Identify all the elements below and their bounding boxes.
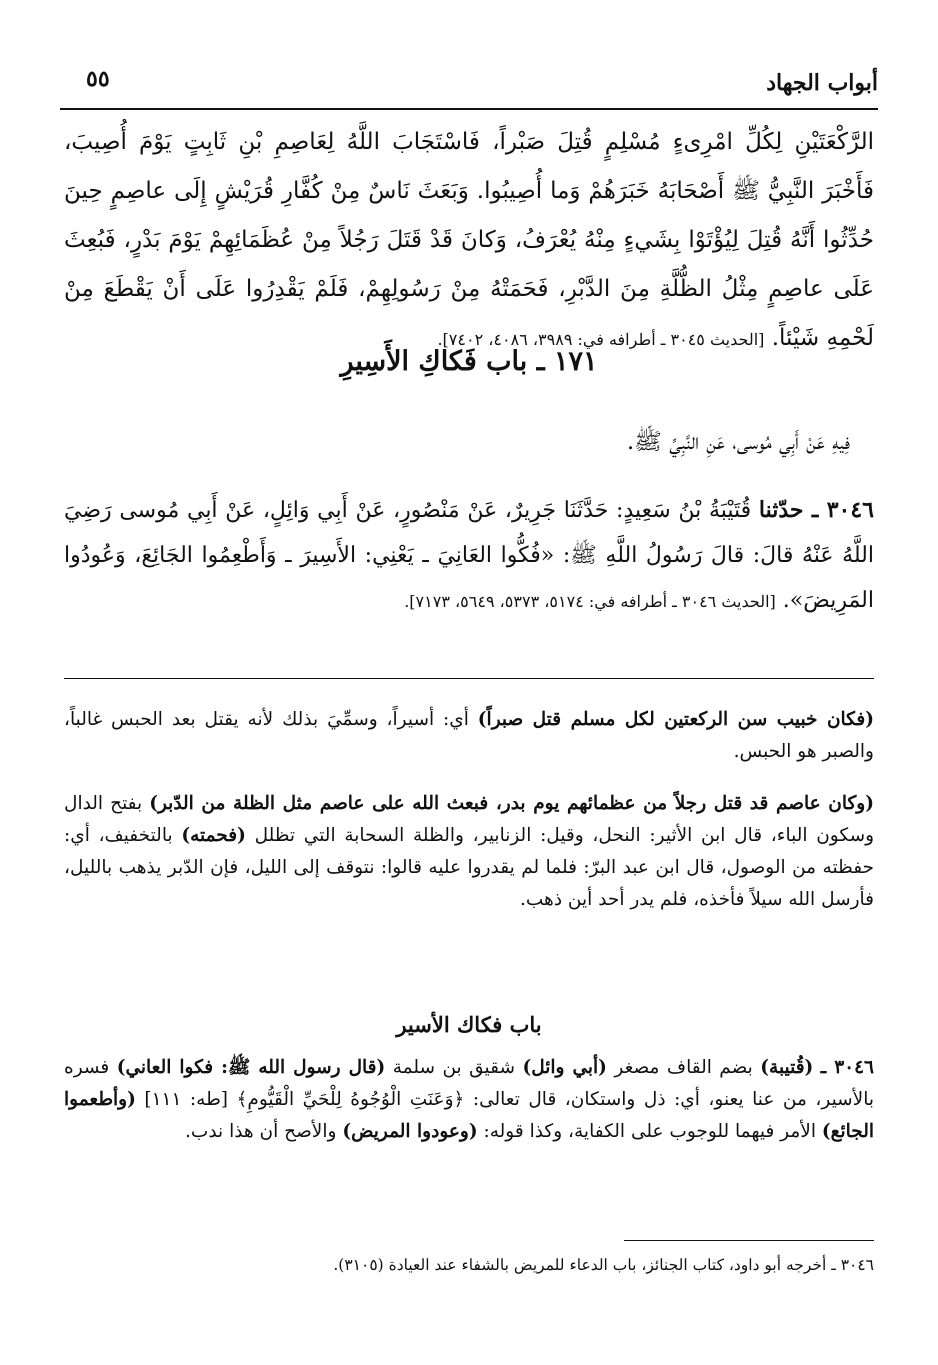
hadith-3046-reference: [الحديث ٣٠٤٦ ـ أطرافه في: ٥١٧٤، ٥٣٧٣، ٥٦٤٩، ٧١٧٣]. — [404, 592, 776, 611]
commentary-quote: (أبي وائل) — [522, 1057, 607, 1078]
hadith-3046 — [64, 488, 874, 624]
commentary-quote: (قُتيبة) — [760, 1057, 814, 1078]
commentary-text: والأصح أن هذا ندب. — [185, 1121, 337, 1142]
hadith-text: قُتَيْبَةُ بْنُ سَعِيدٍ: حَدَّثَنَا جَرِيرٌ، عَنْ مَنْصُورٍ، عَنْ أَبِي وَائِلٍ، عَنْ أَبِي مُوسى رَضِيَ اللَّهُ عَنْهُ قالَ: قالَ رَسُولُ اللَّهِ ﷺ: «فُكُّوا العَانِيَ ـ يَعْنِي: الأَسِيرَ ـ وَأَطْعِمُوا الجَائِعَ، وَعُودُوا المَرِيضَ». — [64, 498, 874, 613]
commentary-text: فسره بالأسير، من عنا يعنو، أي: ذل واستكان، قال تعالى: ﴿وَعَنَتِ الْوُجُوهُ لِلْحَيِّ الْقَيُّومِ﴾ [طه: ١١١] — [64, 1057, 874, 1110]
hadith-continuation — [64, 118, 874, 364]
running-title: أبواب الجهاد — [766, 70, 878, 96]
chapter-heading: ١٧١ ـ باب فَكاكِ الأَسِيرِ — [340, 346, 598, 377]
commentary-text: أي: أسيراً، وسمِّيَ بذلك لأنه يقتل بعد الحبس غالباً، والصبر هو الحبس. — [64, 709, 874, 762]
commentary-text: الأمر فيهما للوجوب على الكفاية، وكذا قوله: — [483, 1121, 816, 1142]
commentary-text: بفتح الدال وسكون الباء، قال ابن الأثير: النحل، وقيل: الزنابير، والظلة السحابة التي تظلل — [64, 793, 874, 846]
commentary-text: بالتخفيف، أي: حفظته من الوصول، قال ابن عبد البرّ: فلما لم يقدروا عليه قالوا: نتوقف إلى الليل، فإن الدّبر يذهب بالليل، فأرسل الله سيلاً فأخذه، فلم يدر أحد أين ذهب. — [64, 825, 874, 910]
commentary-paragraph-3 — [64, 1052, 874, 1148]
commentary-text: بضم القاف مصغر — [614, 1057, 753, 1078]
commentary-separator — [64, 678, 874, 679]
footnote-separator — [624, 1240, 874, 1241]
commentary-quote: (فكان خبيب سن الركعتين لكل مسلم قتل صبراً) — [477, 709, 874, 730]
page-header — [60, 62, 878, 110]
commentary-quote: (وكان عاصم قد قتل رجلاً من عظمائهم يوم بدر، فبعث الله على عاصم مثل الظلة من الدّبر) — [149, 793, 874, 814]
commentary-quote: (فحمته) — [181, 825, 246, 846]
commentary-quote: (قال رسول الله ﷺ: فكوا العاني) — [116, 1057, 386, 1078]
footnote: ٣٠٤٦ ـ أخرجه أبو داود، كتاب الجنائز، باب الدعاء للمريض بالشفاء عند العيادة (٣١٠٥). — [333, 1256, 874, 1274]
hadith-3045-reference: [الحديث ٣٠٤٥ ـ أطرافه في: ٣٩٨٩، ٤٠٨٦، ٧٤٠٢]. — [437, 330, 765, 349]
commentary-chapter-heading: باب فكاك الأسير — [396, 1012, 542, 1037]
hadith-continuation-text: الرَّكْعَتَيْنِ لِكُلِّ امْرِىءٍ مُسْلِمٍ قُتِلَ صَبْراً، فَاسْتَجَابَ اللَّهُ لِعَاصِمِ بْنِ ثَابِتٍ يَوْمَ أُصِيبَ، فَأَخْبَرَ النَّبِيُّ ﷺ أَصْحَابَهُ خَبَرَهُمْ وَما أُصِيبُوا. وَبَعَثَ نَاسٌ مِنْ كُفَّارِ قُرَيْشٍ إِلَى عاصِمٍ حِينَ حُدِّثُوا أَنَّهُ قُتِلَ لِيُؤْتَوْا بِشَيءٍ مِنْهُ يُعْرَفُ، وَكانَ قَدْ قَتَلَ رَجُلاً مِنْ عُظَمَائِهِمْ يَوْمَ بَدْرٍ، فَبُعِثَ عَلَى عاصِمٍ مِثْلُ الظُّلَّةِ مِنَ الدَّبْرِ، فَحَمَتْهُ مِنْ رَسُولِهِمْ، فَلَمْ يَقْدِرُوا عَلَى أَنْ يَقْطَعَ مِنْ لَحْمِهِ شَيْئاً. — [64, 129, 874, 351]
commentary-quote: (وعودوا المريض) — [342, 1121, 478, 1142]
commentary-text: شقيق بن سلمة — [392, 1057, 515, 1078]
chapter-intro: فِيهِ عَنْ أَبِي مُوسى، عَنِ النَّبِيِّ ﷺ. — [626, 429, 850, 455]
commentary-paragraph-1 — [64, 704, 874, 768]
commentary-quote: (وأطعموا الجائع) — [64, 1089, 874, 1142]
hadith-number: ٣٠٤٦ ـ حدّثنا — [758, 497, 874, 523]
page-number: ٥٥ — [86, 66, 110, 92]
commentary-number: ٣٠٤٦ ـ — [820, 1057, 874, 1078]
commentary-paragraph-2 — [64, 788, 874, 916]
